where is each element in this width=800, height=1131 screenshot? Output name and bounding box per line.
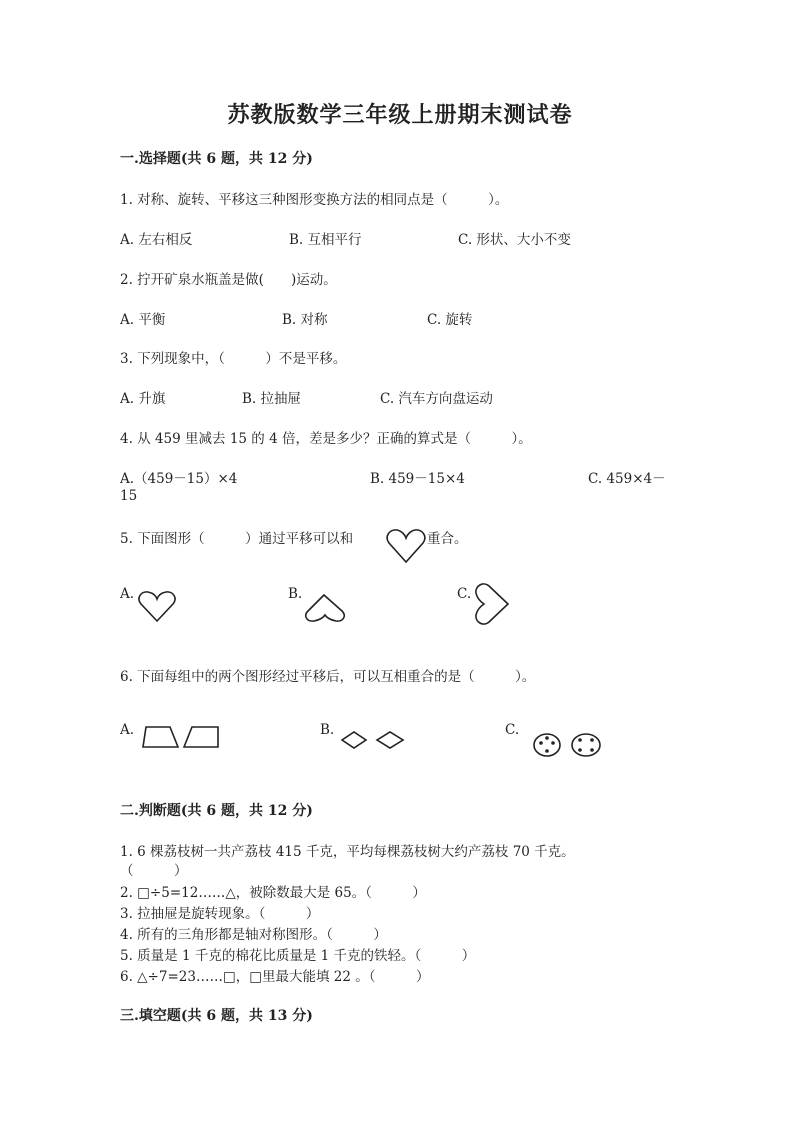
trapezoid-pair-icon xyxy=(140,725,222,749)
judgement-4: 4. 所有的三角形都是轴对称图形。（ ） xyxy=(120,927,387,943)
heart-reference-icon xyxy=(386,528,426,564)
q4-option-c-continued: 15 xyxy=(120,488,138,504)
judgement-6: 6. △÷7=23……□，□里最大能填 22 。（ ） xyxy=(120,969,430,985)
q1-option-b: B. 互相平行 xyxy=(289,232,362,248)
circle-dots-pair-icon xyxy=(532,731,604,759)
q3-option-c: C. 汽车方向盘运动 xyxy=(380,391,493,407)
q4-option-c: C. 459×4－ xyxy=(588,471,666,487)
q5-option-a: A. xyxy=(120,586,135,602)
heart-rotated-icon xyxy=(472,583,510,625)
question-5-after: 重合。 xyxy=(427,531,468,547)
q6-option-a: A. xyxy=(120,722,135,738)
heart-upside-down-icon xyxy=(304,593,346,623)
q4-option-b: B. 459－15×4 xyxy=(370,471,465,487)
page-title: 苏教版数学三年级上册期末测试卷 xyxy=(227,102,573,128)
q2-option-a: A. 平衡 xyxy=(120,312,166,328)
q3-option-a: A. 升旗 xyxy=(120,391,166,407)
section-heading-fill-blank: 三.填空题(共 6 题，共 13 分) xyxy=(120,1008,313,1024)
question-1: 1. 对称、旋转、平移这三种图形变换方法的相同点是（ ）。 xyxy=(120,192,509,208)
question-6: 6. 下面每组中的两个图形经过平移后，可以互相重合的是（ ）。 xyxy=(120,669,536,685)
diamond-pair-icon xyxy=(340,730,406,750)
judgement-1-blank: （ ） xyxy=(120,863,188,879)
q5-option-b: B. xyxy=(288,586,303,602)
judgement-5: 5. 质量是 1 千克的棉花比质量是 1 千克的铁轻。（ ） xyxy=(120,948,476,964)
q5-option-c: C. xyxy=(457,586,472,602)
judgement-2: 2. □÷5=12……△，被除数最大是 65。（ ） xyxy=(120,885,426,901)
section-heading-judgement: 二.判断题(共 6 题，共 12 分) xyxy=(120,803,313,819)
question-2: 2. 拧开矿泉水瓶盖是做( )运动。 xyxy=(120,272,337,288)
q4-option-a: A.（459－15）×4 xyxy=(120,471,238,487)
q1-option-a: A. 左右相反 xyxy=(120,232,193,248)
q6-option-b: B. xyxy=(320,722,335,738)
question-3: 3. 下列现象中，（ ）不是平移。 xyxy=(120,351,347,367)
heart-upright-icon xyxy=(137,590,177,623)
judgement-1: 1. 6 棵荔枝树一共产荔枝 415 千克，平均每棵荔枝树大约产荔枝 70 千克。 xyxy=(120,844,575,860)
judgement-3: 3. 拉抽屉是旋转现象。（ ） xyxy=(120,906,320,922)
q1-option-c: C. 形状、大小不变 xyxy=(458,232,571,248)
q3-option-b: B. 拉抽屉 xyxy=(242,391,302,407)
question-5-before: 5. 下面图形（ ）通过平移可以和 xyxy=(120,531,354,547)
section-heading-choice: 一.选择题(共 6 题，共 12 分) xyxy=(120,151,313,167)
q2-option-b: B. 对称 xyxy=(282,312,328,328)
q6-option-c: C. xyxy=(505,722,520,738)
q2-option-c: C. 旋转 xyxy=(427,312,473,328)
question-4: 4. 从 459 里减去 15 的 4 倍，差是多少？正确的算式是（ ）。 xyxy=(120,431,532,447)
